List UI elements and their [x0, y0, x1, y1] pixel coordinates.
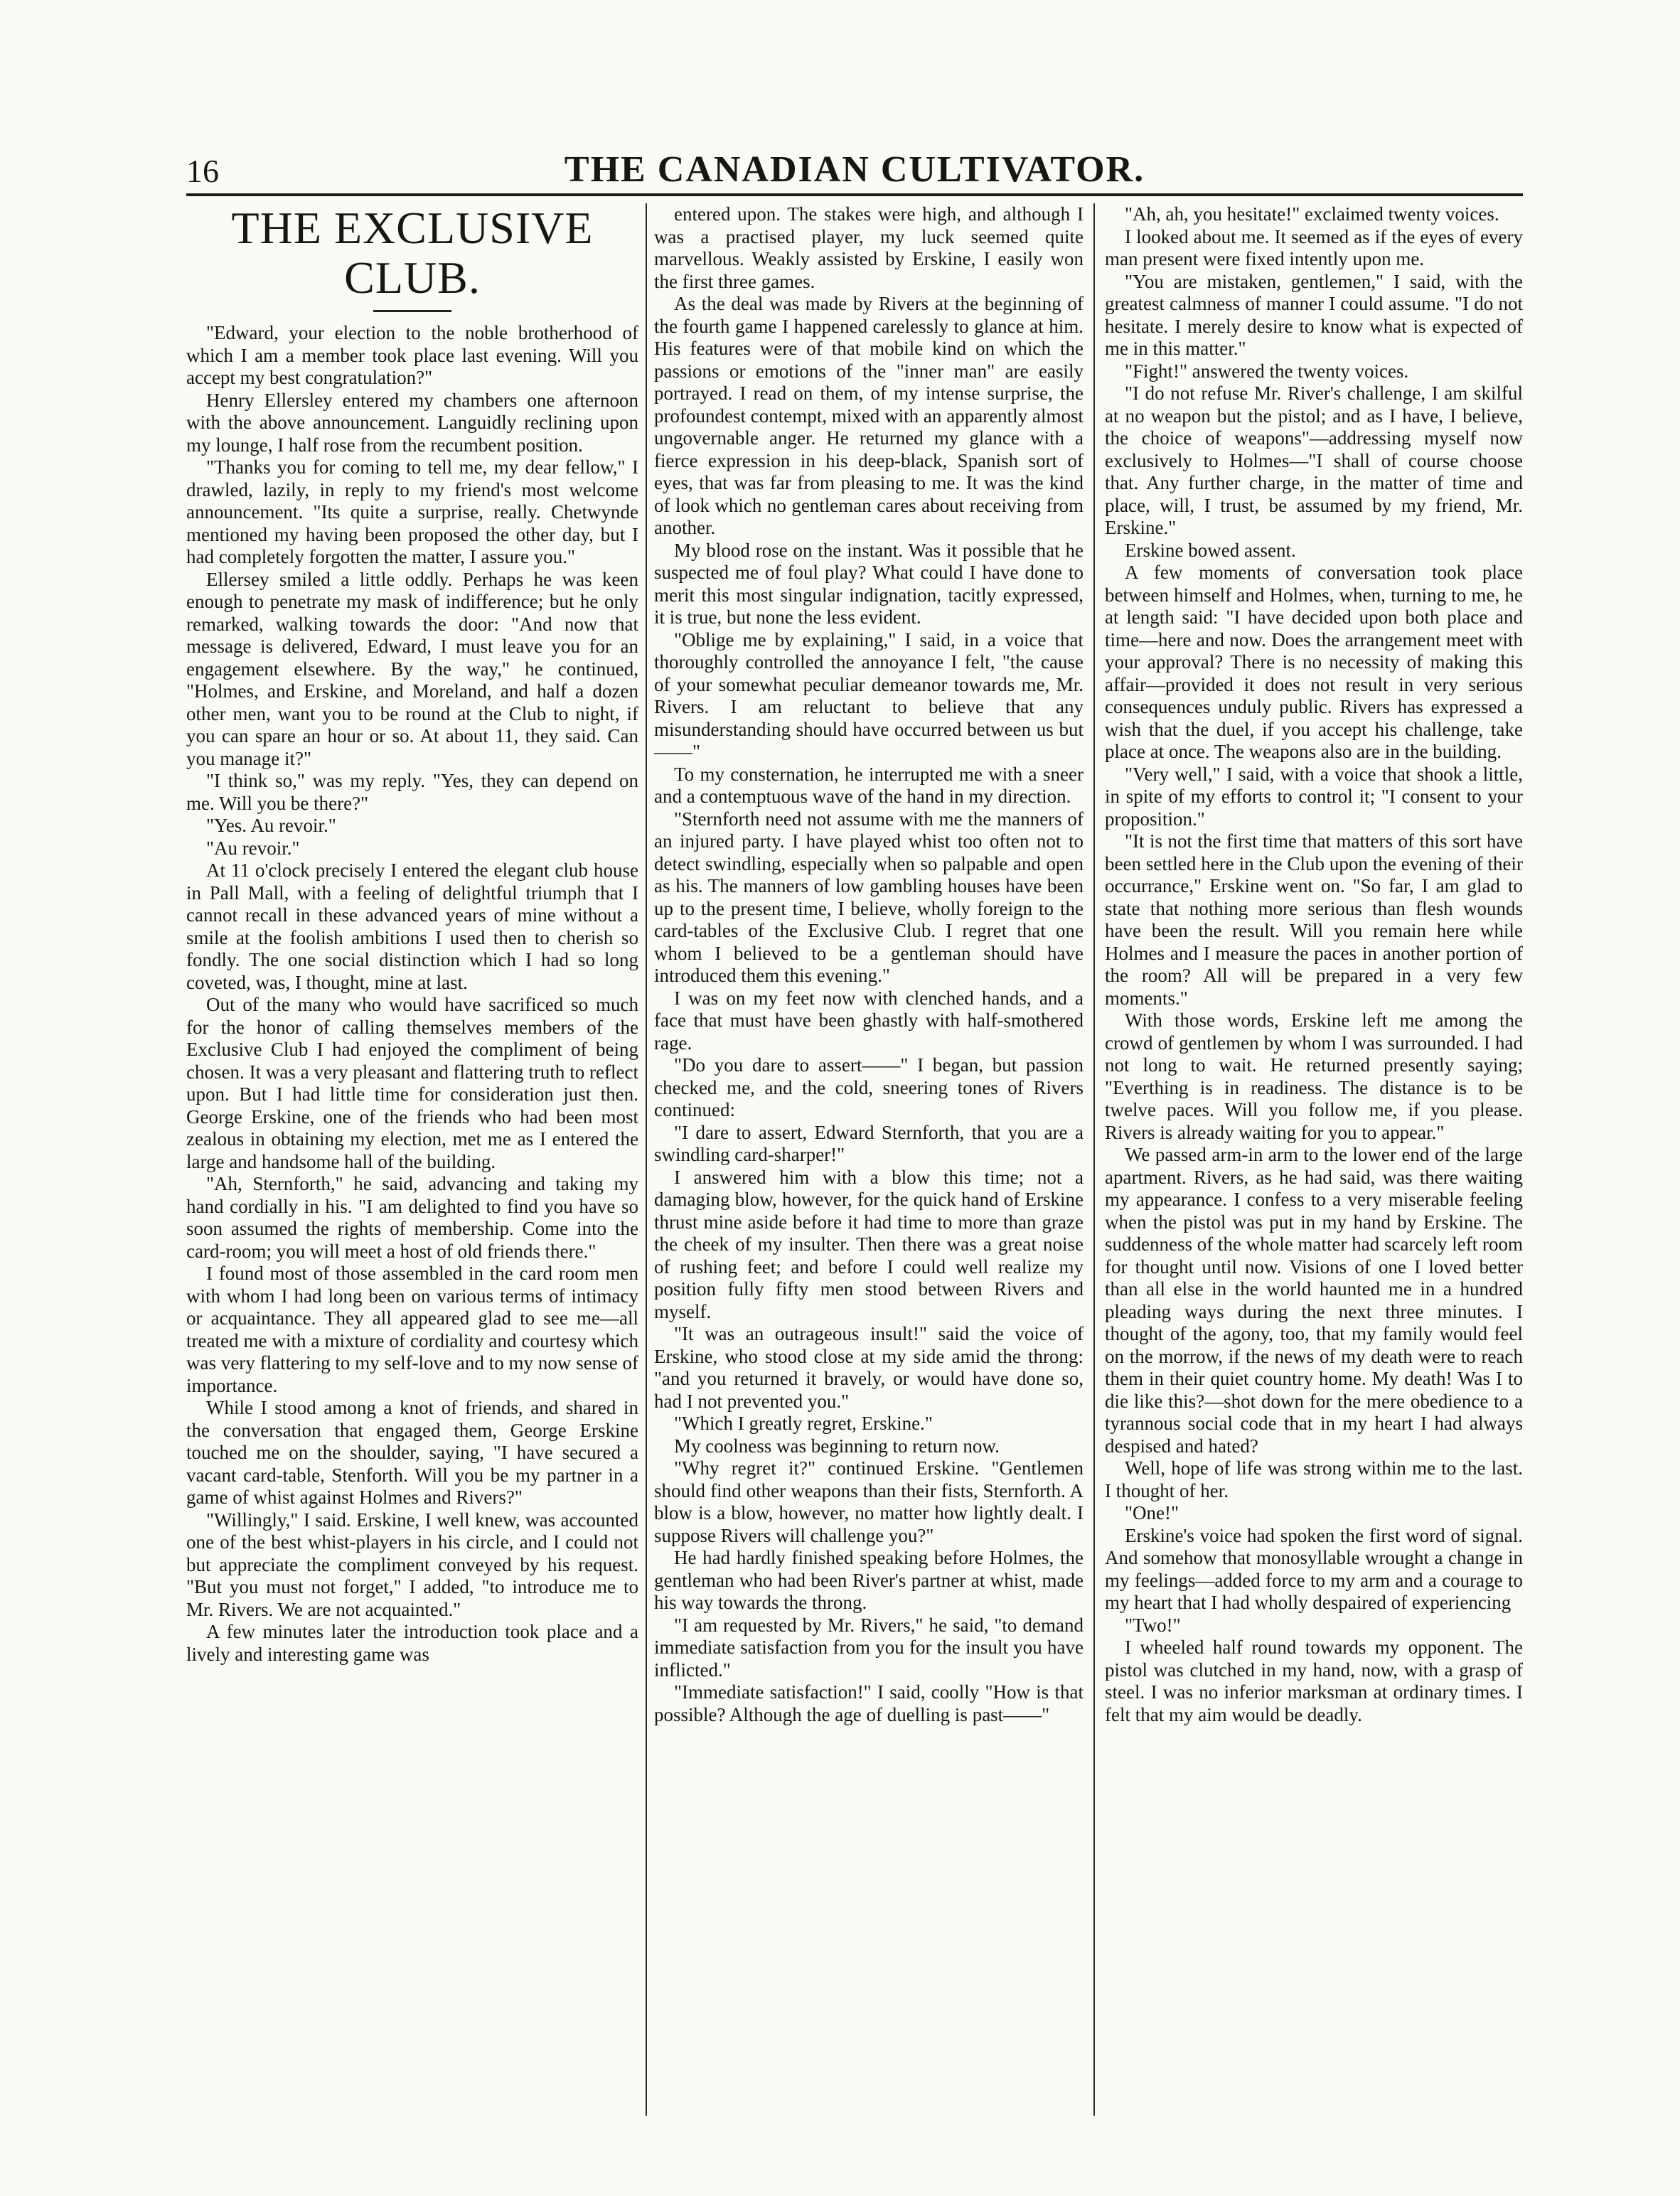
paragraph: "I do not refuse Mr. River's challenge, I am skilful at no weapon but the pistol; and as I have, I believe, the choice of weapons"—addressing myself now exclusively to Holmes—"I shall of course choose that. Any further charge, in the matter of time and place, will, I trust, be assumed by my friend, Mr. Erskine." — [1105, 382, 1523, 538]
paragraph: "Ah, ah, you hesitate!" exclaimed twenty voices. — [1125, 203, 1499, 225]
paragraph: To my consternation, he interrupted me with a sneer and a contemptuous wave of the hand in my direction. — [654, 763, 1084, 807]
paragraph: "Au revoir." — [206, 837, 300, 859]
column-3-body — [1105, 203, 1523, 1726]
paragraph: "Oblige me by explaining," I said, in a voice that thoroughly controlled the annoyance I felt, "the cause of your somewhat peculiar demeanor towards me, Mr. Rivers. I am reluctant to believe that any misunderstanding should have occurred between us but——" — [654, 628, 1084, 762]
paragraph: "I am requested by Mr. Rivers," he said, "to demand immediate satisfaction from you for the insult you have inflicted." — [654, 1614, 1084, 1681]
paragraph: Erskine bowed assent. — [1125, 539, 1296, 561]
paragraph: "Thanks you for coming to tell me, my dear fellow," I drawled, lazily, in reply to my friend's most welcome announcement. "Its quite a surprise, really. Chetwynde mentioned my having been proposed the other day, but I had completely forgotten the matter, I assure you." — [186, 456, 638, 567]
paragraph: "Edward, your election to the noble brotherhood of which I am a member took place last evening. Will you accept my best congratulation?" — [186, 322, 638, 388]
paragraph: A few minutes later the introduction took place and a lively and interesting game was — [186, 1621, 638, 1665]
paragraph: With those words, Erskine left me among the crowd of gentlemen by whom I was surrounded. I had not long to wait. He returned presently saying; "Everthing is in readiness. The distance is to be twelve paces. Will you follow me, if you please. Rivers is already waiting for you to appear." — [1105, 1009, 1523, 1143]
page-header — [186, 149, 1523, 196]
paragraph: "Do you dare to assert——" I began, but passion checked me, and the cold, sneering tones of Rivers continued: — [654, 1054, 1084, 1120]
column-1-body — [186, 322, 638, 1666]
column-divider — [1093, 203, 1095, 2116]
paragraph: I answered him with a blow this time; not a damaging blow, however, for the quick hand of Erskine thrust mine aside before it had time to more than graze the cheek of my insulter. Then there was a great noise of rushing feet; and before I could well realize my position fully fifty men stood between Rivers and myself. — [654, 1166, 1084, 1322]
paragraph: "One!" — [1125, 1502, 1179, 1523]
paragraph: "I dare to assert, Edward Sternforth, that you are a swindling card-sharper!" — [654, 1121, 1084, 1165]
paragraph: "It is not the first time that matters of this sort have been settled here in the Club upon the evening of their occurrance," Erskine went on. "So far, I am glad to state that nothing more serious than flesh wounds have been the result. Will you remain here while Holmes and I measure the paces in another portion of the room? All will be prepared in a very few moments." — [1105, 830, 1523, 1009]
paragraph: "Which I greatly regret, Erskine." — [674, 1413, 933, 1434]
paragraph: My coolness was beginning to return now. — [674, 1435, 1000, 1457]
paragraph: "Willingly," I said. Erskine, I well knew, was accounted one of the best whist-players in his circle, and I could not but appreciate the compliment conveyed by his request. "But you must not forget," I added, "to introduce me to Mr. Rivers. We are not acquainted." — [186, 1509, 638, 1620]
paragraph: At 11 o'clock precisely I entered the elegant club house in Pall Mall, with a feeling of delightful triumph that I cannot recall in these advanced years of mine without a smile at the foolish ambitions I used then to cherish so fondly. The one social distinction which I had so long coveted, was, I thought, mine at last. — [186, 859, 638, 993]
paragraph: "Very well," I said, with a voice that shook a little, in spite of my efforts to control it; "I consent to your proposition." — [1105, 763, 1523, 830]
paragraph: I found most of those assembled in the card room men with whom I had long been on various terms of intimacy or acquaintance. They all appeared glad to see me—all treated me with a mixture of cordiality and courtesy which was very flattering to my self-love and to my now sense of importance. — [186, 1263, 638, 1396]
paragraph: I wheeled half round towards my opponent. The pistol was clutched in my hand, now, with a grasp of steel. I was no inferior marksman at ordinary times. I felt that my aim would be deadly. — [1105, 1637, 1523, 1725]
column-2-body — [654, 203, 1084, 1726]
paragraph: My blood rose on the instant. Was it possible that he suspected me of foul play? What could I have done to merit this most singular indignation, tacitly expressed, it is true, but none the less evident. — [654, 539, 1084, 628]
paragraph: Henry Ellersley entered my chambers one afternoon with the above announcement. Languidly reclining upon my lounge, I half rose from the recumbent position. — [186, 389, 638, 456]
paragraph: "Why regret it?" continued Erskine. "Gentlemen should find other weapons than their fists, Sternforth. A blow is a blow, however, no matter how lightly dealt. I suppose Rivers will challenge you?" — [654, 1457, 1084, 1546]
paragraph: "Immediate satisfaction!" I said, coolly "How is that possible? Although the age of duelling is past——" — [654, 1681, 1084, 1725]
paragraph: While I stood among a knot of friends, and shared in the conversation that engaged them, George Erskine touched me on the shoulder, saying, "I have secured a vacant card-table, Stenforth. Will you be my partner in a game of whist against Holmes and Rivers?" — [186, 1397, 638, 1508]
paragraph: He had hardly finished speaking before Holmes, the gentleman who had been River's partner at whist, made his way towards the throng. — [654, 1547, 1084, 1613]
paragraph: Well, hope of life was strong within me to the last. I thought of her. — [1105, 1457, 1523, 1501]
page-number: 16 — [186, 153, 219, 189]
paragraph: "You are mistaken, gentlemen," I said, with the greatest calmness of manner I could assume. "I do not hesitate. I merely desire to know what is expected of me in this matter." — [1105, 270, 1523, 359]
paragraph: "I think so," was my reply. "Yes, they can depend on me. Will you be there?" — [186, 770, 638, 814]
article-column-3 — [1105, 203, 1523, 2116]
paragraph: "Fight!" answered the twenty voices. — [1125, 360, 1409, 382]
paragraph: Out of the many who would have sacrificed so much for the honor of calling themselves members of the Exclusive Club I had enjoyed the compliment of being chosen. It was a very pleasant and flattering truth to reflect upon. But I had little time for consideration just then. George Erskine, one of the friends who had been most zealous in obtaining my election, met me as I entered the large and handsome hall of the building. — [186, 994, 638, 1172]
article-title: THE EXCLUSIVE CLUB. — [231, 203, 594, 303]
paragraph: A few moments of conversation took place between himself and Holmes, when, turning to me, he at length said: "I have decided upon both place and time—here and now. Does the arrangement meet with your approval? There is no necessity of making this affair—provided it does not result in very serious consequences unduly public. Rivers has expressed a wish that the duel, if you accept his challenge, take place at once. The weapons also are in the building. — [1105, 562, 1523, 762]
paragraph: I looked about me. It seemed as if the eyes of every man present were fixed intently upon me. — [1105, 225, 1523, 269]
publication-title: THE CANADIAN CULTIVATOR. — [564, 149, 1145, 190]
article-column-2 — [654, 203, 1084, 2116]
paragraph: As the deal was made by Rivers at the beginning of the fourth game I happened carelessly to glance at him. His features were of that mobile kind on which the passions or emotions of the "inner man" are easily portrayed. I read on them, of my intense surprise, the profoundest contempt, mixed with an apparently almost ungovernable anger. He returned my glance with a fierce expression in his deep-black, Spanish sort of eyes, that was far from pleasing to me. It was the kind of look which no gentleman cares about receiving from another. — [654, 293, 1084, 538]
paragraph: I was on my feet now with clenched hands, and a face that must have been ghastly with half-smothered rage. — [654, 987, 1084, 1054]
paragraph: Erskine's voice had spoken the first word of signal. And somehow that monosyllable wrought a change in my feelings—added force to my arm and a courage to my heart that I had wholly despaired of experiencing — [1105, 1524, 1523, 1613]
paragraph: "Ah, Sternforth," he said, advancing and taking my hand cordially in his. "I am delighted to find you have so soon assumed the rights of membership. Come into the card-room; you will meet a host of old friends there." — [186, 1173, 638, 1262]
paragraph: "Two!" — [1125, 1614, 1181, 1636]
paragraph: "Yes. Au revoir." — [206, 815, 336, 836]
paragraph: We passed arm-in arm to the lower end of the large apartment. Rivers, as he had said, was there waiting my appearance. I confess to a very miserable feeling when the pistol was put in my hand by Erskine. The suddenness of the whole matter had scarcely left room for thought until now. Visions of one I loved better than all else in the world haunted me in a hundred pleading ways during the next three minutes. I thought of the agony, too, that my family would feel on the morrow, if the news of my death were to reach them in their quiet country home. My death! Was I to die like this?—shot down for the mere obedience to a tyrannous social code that in my heart I had always despised and hated? — [1105, 1144, 1523, 1457]
paragraph: entered upon. The stakes were high, and although I was a practised player, my luck seemed quite marvellous. Weakly assisted by Erskine, I easily won the first three games. — [654, 203, 1084, 292]
paragraph: "It was an outrageous insult!" said the voice of Erskine, who stood close at my side amid the throng: "and you returned it bravely, or would have done so, had I not prevented you." — [654, 1323, 1084, 1412]
title-divider — [373, 310, 451, 312]
column-divider — [646, 203, 647, 2116]
paragraph: "Sternforth need not assume with me the manners of an injured party. I have played whist too often not to detect swindling, especially when so palpable and open as his. The manners of low gambling houses have been up to the present time, I believe, wholly foreign to the card-tables of the Exclusive Club. I regret that one whom I believed to be a gentleman should have introduced them this evening." — [654, 808, 1084, 986]
article-column-1 — [186, 203, 638, 2116]
paragraph: Ellersey smiled a little oddly. Perhaps he was keen enough to penetrate my mask of indifference; but he only remarked, walking towards the door: "And now that message is delivered, Edward, I must leave you for an engagement elsewhere. By the way," he continued, "Holmes, and Erskine, and Moreland, and half a dozen other men, want you to be round at the Club to night, if you can spare an hour or so. At about 11, they said. Can you manage it?" — [186, 568, 638, 769]
